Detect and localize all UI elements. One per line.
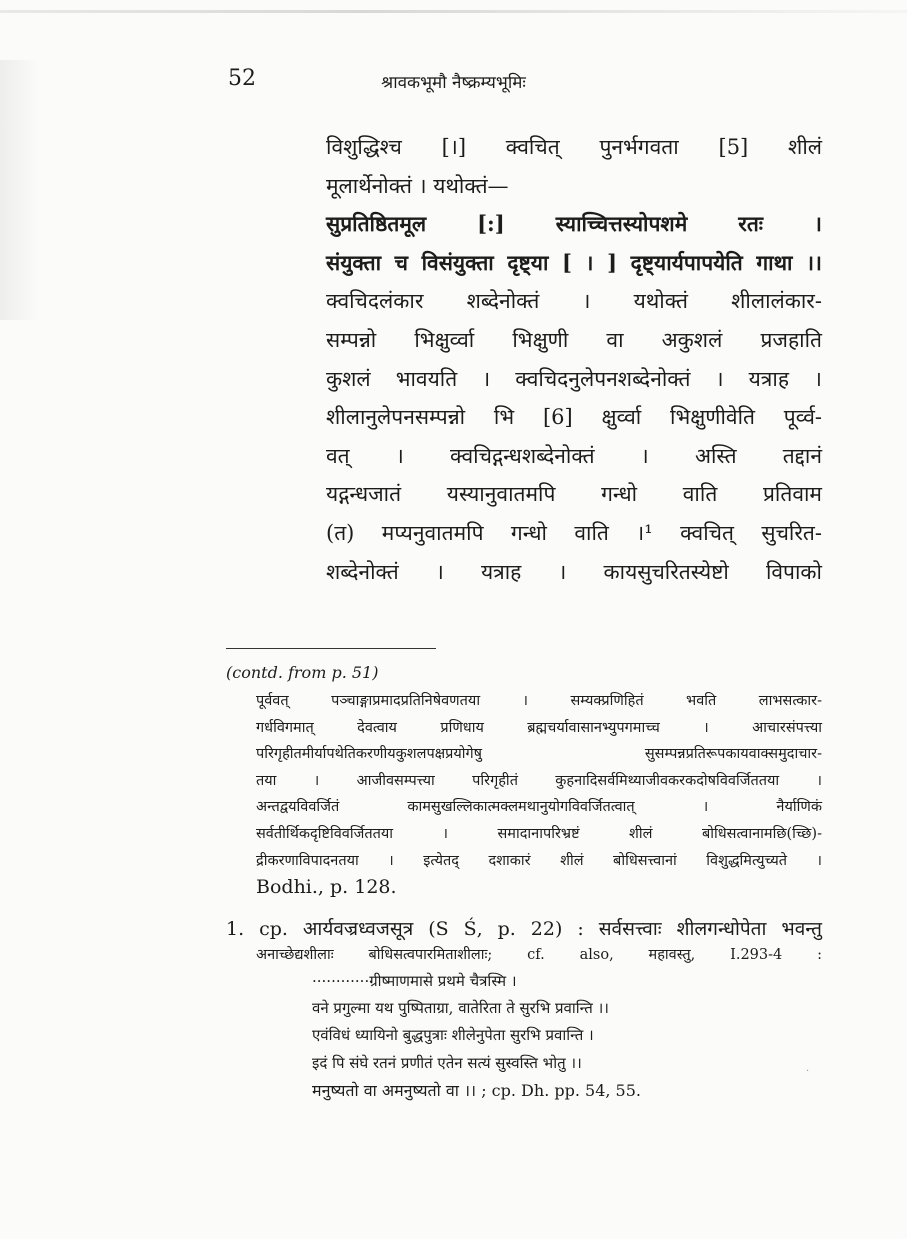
text-line-11: (त) मप्यनुवातमपि गन्धो वाति ।¹ क्वचित् सुचरित- xyxy=(326,520,822,545)
note-reference: Bodhi., p. 128. xyxy=(256,876,397,899)
footnote-1 xyxy=(226,916,822,968)
scan-speck: · xyxy=(806,1066,810,1077)
note-line: द्रीकरणाविपादनतया । इत्येतद् दशाकारं शीलं बोधिसत्त्वानां विशुद्धमित्युच्यते । xyxy=(256,852,822,869)
text-line-9: वत् । क्वचिद्गन्धशब्देनोक्तं । अस्ति तद्दानं xyxy=(326,443,822,468)
scan-shadow xyxy=(0,60,40,320)
text-line-4 xyxy=(326,244,822,283)
text-line-2: मूलार्थेनोक्तं । यथोक्तं— xyxy=(326,173,509,198)
main-text-block xyxy=(326,128,822,591)
note-line: परिगृहीतमीर्यापथेतिकरणीयकुशलपक्षप्रयोगेषु सुसम्पन्नप्रतिरूपकायवाक्समुदाचार- xyxy=(256,746,822,763)
continued-note-label: (contd. from p. 51) xyxy=(226,663,379,682)
footnote-verse xyxy=(312,968,822,1104)
text-line-5: क्वचिदलंकार शब्देनोक्तं । यथोक्तं शीलालंकार- xyxy=(326,289,822,314)
verse-line: मनुष्यतो वा अमनुष्यतो वा ।। ; cp. Dh. pp. 54, 55. xyxy=(312,1080,641,1100)
text-line-6: सम्पन्नो भिक्षुर्व्वा भिक्षुणी वा अकुशलं प्रजहाति xyxy=(326,327,822,352)
text-line-10: यद्गन्धजातं यस्यानुवातमपि गन्धो वाति प्रतिवाम xyxy=(326,482,822,507)
page-number: 52 xyxy=(228,66,256,91)
verse-line-bold: सुप्रतिष्ठितमूल [:] स्याच्चित्तस्योपशमे रतः । xyxy=(326,211,822,237)
note-line: अन्तद्वयविवर्जितं कामसुखल्लिकात्मक्लमथानुयोगविवर्जितत्वात् । नैर्याणिकं xyxy=(256,799,822,816)
text-line-1: विशुद्धिश्च [।] क्वचित् पुनर्भगवता [5] शीलं xyxy=(326,135,822,159)
note-line: सर्वतीर्थिकदृष्टिविवर्जिततया । समादानापरिभ्रष्टं शीलं बोधिसत्वानामछि(च्छि)- xyxy=(256,825,822,842)
footnote-divider xyxy=(226,648,436,649)
text-line-3 xyxy=(326,205,822,244)
verse-line: इदं पि संघे रतनं प्रणीतं एतेन सत्यं सुस्वस्ति भोतु ।। xyxy=(312,1053,582,1072)
text-line-8: शीलानुलेपनसम्पन्नो भि [6] क्षुर्व्वा भिक्षुणीवेति पूर्व्व- xyxy=(326,405,822,430)
note-line: गर्धविगमात् देवत्वाय प्रणिधाय ब्रह्मचर्यावासानभ्युपगमाच्च । आचारसंपत्त्या xyxy=(256,719,822,736)
verse-line-bold: संयुक्ता च विसंयुक्ता दृष्ट्या [ । ] दृष्ट्यार्यपापयेति गाथा ।। xyxy=(326,249,822,275)
footnote-line: अनाच्छेद्यशीलाः बोधिसत्वपारमिताशीलाः; cf. also, महावस्तु, I.293-4 : xyxy=(256,947,822,963)
continued-note-block xyxy=(256,688,822,901)
note-line: पूर्ववत् पञ्चाङ्गाप्रमादप्रतिनिषेवणतया । सम्यक्प्रणिहितं भवति लाभसत्कार- xyxy=(256,693,822,709)
text-line-12: शब्देनोक्तं । यत्राह । कायसुचरितस्येष्टो विपाको xyxy=(326,559,822,584)
note-line: तया । आजीवसम्पत्त्या परिगृहीतं कुहनादिसर्वमिथ्याजीवकरकदोषविवर्जिततया । xyxy=(256,772,822,789)
verse-line: एवंविधं ध्यायिनो बुद्धपुत्राः शीलेनुपेता सुरभि प्रवान्ति । xyxy=(312,1026,594,1045)
footnote-line: 1. cp. आर्यवज्रध्वजसूत्र (S Ś, p. 22) : सर्वसत्त्वाः शीलगन्धोपेता भवन्तु xyxy=(226,918,822,940)
verse-line: वने प्रगुल्मा यथ पुष्पिताग्रा, वातेरिता ते सुरभि प्रवान्ति ।। xyxy=(312,999,609,1018)
scan-edge-line xyxy=(0,10,907,13)
verse-line: ············ग्रीष्माणमासे प्रथमे चैत्रस्मि । xyxy=(312,972,517,990)
running-head: श्रावकभूमौ नैष्क्रम्यभूमिः xyxy=(381,73,526,93)
text-line-7: कुशलं भावयति । क्वचिदनुलेपनशब्देनोक्तं । यत्राह । xyxy=(326,366,822,391)
